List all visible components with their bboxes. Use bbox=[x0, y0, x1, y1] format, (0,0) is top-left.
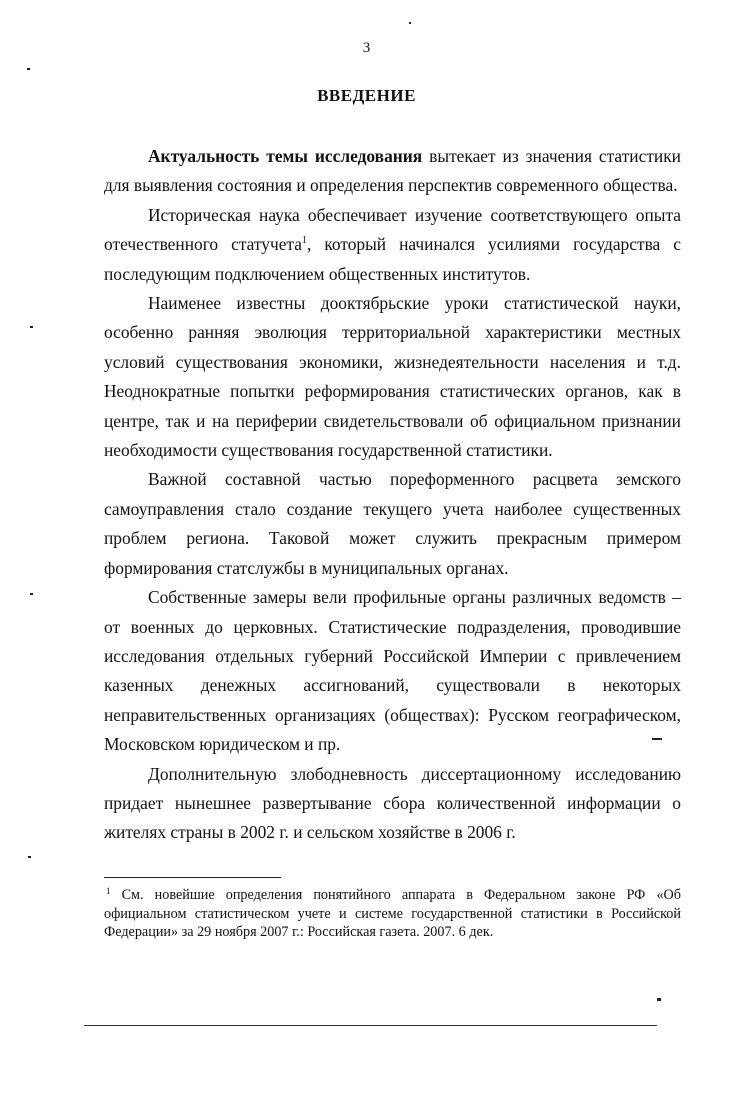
paragraph-departments: Собственные замеры вели профильные органы различных ведомств – от военных до церковных. Статистические подразделения, проводившие исследования отдельных губерний Российской Империи с привлечением казенных денежных ассигнований, существовали в некоторых неправительственных организациях (обществах): Русском географическом, Московском юридическом и пр. bbox=[104, 587, 681, 755]
page-title: ВВЕДЕНИЕ bbox=[317, 86, 416, 105]
page-number: 3 bbox=[362, 40, 371, 56]
scan-speck bbox=[30, 326, 33, 328]
historical-text-start: Историческая наука обеспечивает изучение соответствующего опыта отечественного статучета bbox=[104, 204, 681, 255]
historical-text-end: , который начинался усилиями государства с последующим подключением общественных институтов. bbox=[104, 234, 681, 284]
scan-speck bbox=[28, 856, 31, 858]
scan-speck bbox=[652, 738, 662, 740]
scan-speck bbox=[30, 593, 33, 595]
footnote-text: См. новейшие определения понятийного аппарата в Федеральном законе РФ «Об официальном статистическом учете и системе государственной статистики в Российской Федерации» за 29 ноября 2007 г.: Российская газета. 2007. 6 дек. bbox=[104, 887, 681, 941]
paragraph-zemstvo: Важной составной частью пореформенного расцвета земского самоуправления стало создание текущего учета наиболее существенных проблем региона. Таковой может служить прекрасным примером формирования статслужбы в муниципальных органах. bbox=[104, 469, 681, 578]
paragraph-historical bbox=[104, 201, 681, 289]
paragraph-relevance bbox=[104, 142, 681, 201]
footnote-divider bbox=[104, 877, 281, 878]
footnote bbox=[104, 886, 681, 942]
scan-speck bbox=[409, 22, 411, 24]
footnote-marker: 1 bbox=[106, 886, 111, 896]
body-text bbox=[104, 142, 681, 848]
scan-speck bbox=[27, 68, 30, 70]
scan-speck bbox=[657, 998, 661, 1001]
scan-bottom-edge bbox=[84, 1025, 657, 1026]
footnote-ref[interactable]: 1 bbox=[301, 235, 307, 247]
relevance-lead: Актуальность темы исследования bbox=[148, 146, 423, 166]
paragraph-census: Дополнительную злободневность диссертационному исследованию придает нынешнее развертывание сбора количественной информации о жителях страны в 2002 г. и сельском хозяйстве в 2006 г. bbox=[104, 763, 681, 843]
relevance-text: вытекает из значения статистики для выявления состояния и определения перспектив современного общества. bbox=[104, 146, 681, 196]
paragraph-prerevolution: Наименее известны дооктябрьские уроки статистической науки, особенно ранняя эволюция территориальной характеристики местных условий существования экономики, жизнедеятельности населения и т.д. Неоднократные попытки реформирования статистических органов, как в центре, так и на периферии свидетельствовали об официальном признании необходимости существования государственной статистики. bbox=[104, 293, 681, 461]
